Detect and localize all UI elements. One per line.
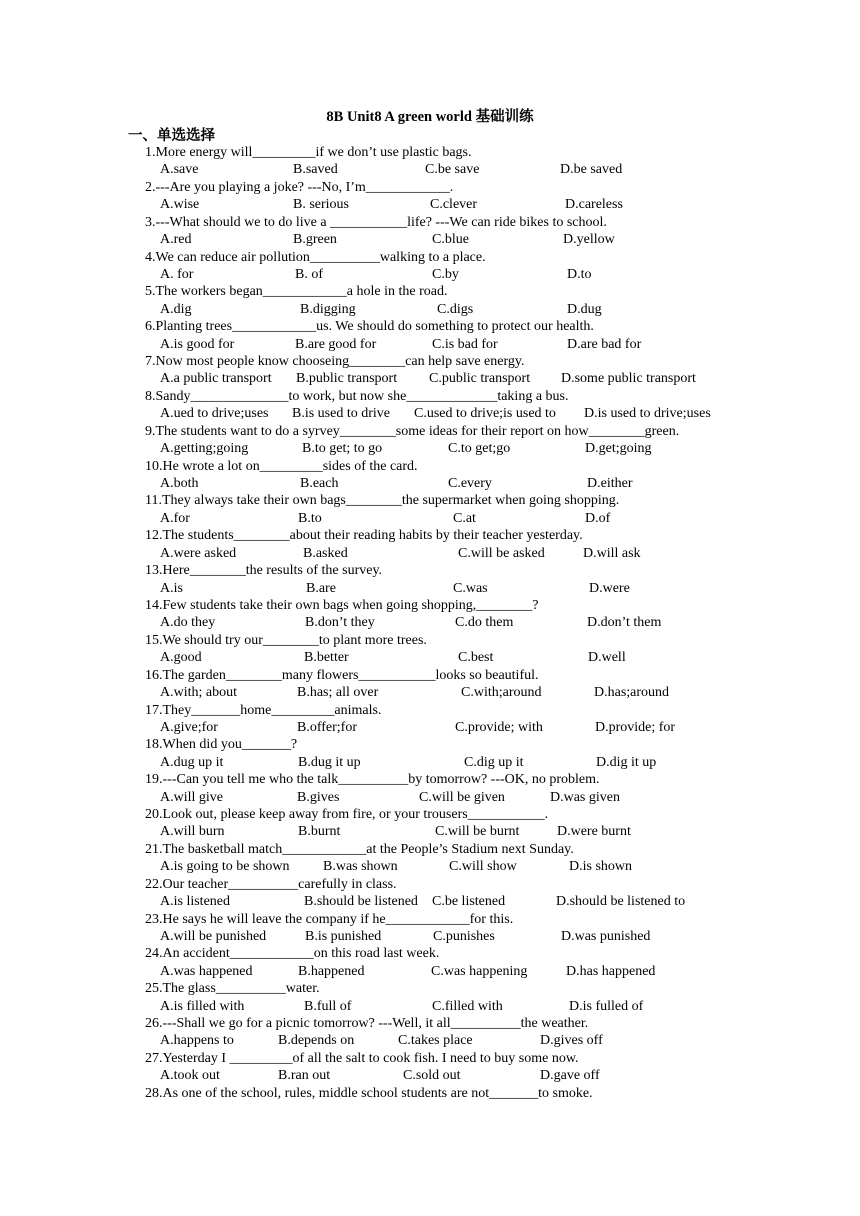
answer-option: C.will show (449, 859, 517, 875)
answer-option: C.public transport (429, 371, 531, 387)
answer-option: C.do them (455, 615, 514, 631)
question-item (0, 911, 860, 946)
answer-option: D.gave off (540, 1068, 600, 1084)
answer-option: D.provide; for (595, 719, 676, 735)
answer-option: A.getting;going (160, 441, 249, 457)
answer-option: B.happened (298, 963, 365, 979)
question-stem: 22.Our teacher__________carefully in class. (145, 876, 397, 892)
answer-option: C.with;around (461, 685, 542, 701)
question-stem: 1.More energy will_________if we don’t use plastic bags. (145, 145, 472, 160)
answer-option: A. for (160, 266, 194, 282)
answer-option: D.was given (550, 789, 620, 805)
question-item (0, 144, 860, 179)
section-heading: 一、单选选择 (128, 128, 215, 144)
answer-option: C.was happening (431, 963, 528, 979)
answer-option: A.were asked (160, 545, 237, 561)
answer-option: A.both (160, 475, 199, 491)
answer-option: B.gives (297, 789, 340, 805)
answer-option: D.was punished (561, 928, 651, 944)
answer-option: C.dig up it (464, 754, 524, 770)
answer-option: B.was shown (323, 859, 398, 875)
answer-option: D.dig it up (596, 754, 657, 770)
answer-option: B.dug it up (298, 754, 361, 770)
answer-option: B.better (304, 650, 349, 666)
question-stem: 11.They always take their own bags________the supermarket when going shopping. (145, 493, 620, 509)
question-item (0, 597, 860, 632)
question-stem: 24.An accident____________on this road last week. (145, 946, 440, 962)
question-item (0, 388, 860, 423)
question-item (0, 353, 860, 388)
question-item (0, 423, 860, 458)
question-stem: 12.The students________about their reading habits by their teacher yesterday. (145, 528, 583, 544)
answer-option: A.save (160, 162, 199, 178)
answer-option: A.is listened (160, 894, 230, 910)
answer-option: D.is shown (569, 859, 633, 875)
answer-option: C.was (453, 580, 488, 596)
question-stem: 28.As one of the school, rules, middle school students are not_______to smoke. (145, 1085, 593, 1101)
answer-option: A.red (160, 232, 192, 248)
answer-option: D.don’t them (587, 615, 662, 631)
answer-option: D.be saved (560, 162, 623, 178)
question-stem: 20.Look out, please keep away from fire, or your trousers___________. (145, 807, 549, 823)
answer-option: B.offer;for (297, 719, 357, 735)
answer-option: C.by (432, 266, 459, 282)
answer-option: C.to get;go (448, 441, 511, 457)
question-item (0, 492, 860, 527)
question-item (0, 179, 860, 214)
question-stem: 10.He wrote a lot on_________sides of the card. (145, 458, 418, 474)
answer-option: B.to (298, 510, 322, 526)
answer-option: B.asked (303, 545, 348, 561)
question-item (0, 527, 860, 562)
answer-option: A.good (160, 650, 202, 666)
answer-option: D.careless (565, 197, 623, 213)
question-item (0, 249, 860, 284)
answer-option: D.is used to drive;uses (584, 406, 711, 422)
question-stem: 26.---Shall we go for a picnic tomorrow? ---Well, it all__________the weather. (145, 1016, 589, 1032)
answer-option: D.to (567, 266, 592, 282)
answer-option: B.depends on (278, 1033, 355, 1049)
question-list (0, 144, 860, 1120)
answer-option: B.is punished (305, 928, 382, 944)
answer-option: B.to get; to go (302, 441, 383, 457)
answer-option: C.will be given (419, 789, 505, 805)
answer-option: C.is bad for (432, 336, 498, 352)
answer-option: A.will be punished (160, 928, 267, 944)
answer-option: B.digging (300, 301, 356, 317)
question-stem: 5.The workers began____________a hole in the road. (145, 284, 448, 300)
answer-option: C.filled with (432, 998, 503, 1014)
answer-option: D.has;around (594, 685, 670, 701)
answer-option: D.some public transport (561, 371, 696, 387)
question-stem: 14.Few students take their own bags when going shopping,________? (145, 597, 539, 613)
answer-option: A.wise (160, 197, 200, 213)
question-item (0, 667, 860, 702)
answer-option: B.full of (304, 998, 352, 1014)
question-item (0, 562, 860, 597)
answer-option: D.get;going (585, 441, 652, 457)
answer-option: D.well (588, 650, 626, 666)
answer-option: A.took out (160, 1068, 220, 1084)
question-stem: 2.---Are you playing a joke? ---No, I’m____________. (145, 179, 454, 195)
answer-option: B. of (295, 266, 323, 282)
question-item (0, 1050, 860, 1085)
answer-option: D.of (585, 510, 611, 526)
answer-option: D.will ask (583, 545, 641, 561)
question-item (0, 283, 860, 318)
question-item (0, 980, 860, 1015)
question-stem: 6.Planting trees____________us. We should do something to protect our health. (145, 319, 594, 335)
answer-option: B.are (306, 580, 336, 596)
question-stem: 17.They_______home_________animals. (145, 702, 382, 718)
answer-option: C.provide; with (455, 719, 543, 735)
question-item (0, 702, 860, 737)
question-item (0, 318, 860, 353)
question-item (0, 632, 860, 667)
question-item (0, 458, 860, 493)
answer-option: D.is fulled of (569, 998, 644, 1014)
worksheet-title: 8B Unit8 A green world 基础训练 (326, 109, 534, 125)
answer-option: B.should be listened (304, 894, 418, 910)
answer-option: C.every (448, 475, 492, 491)
answer-option: D.has happened (566, 963, 656, 979)
answer-option: B.green (293, 232, 337, 248)
answer-option: C.sold out (403, 1068, 461, 1084)
question-stem: 19.---Can you tell me who the talk__________by tomorrow? ---OK, no problem. (145, 772, 600, 788)
question-item (0, 806, 860, 841)
question-stem: 16.The garden________many flowers___________looks so beautiful. (145, 667, 539, 683)
answer-option: D.were (589, 580, 630, 596)
answer-option: A.a public transport (160, 371, 272, 387)
question-item (0, 841, 860, 876)
question-item (0, 736, 860, 771)
answer-option: D.either (587, 475, 633, 491)
answer-option: A.do they (160, 615, 216, 631)
answer-option: B.is used to drive (292, 406, 390, 422)
answer-option: B.has; all over (297, 685, 379, 701)
question-item (0, 1085, 860, 1120)
answer-option: D.were burnt (557, 824, 631, 840)
answer-option: D.should be listened to (556, 894, 686, 910)
answer-option: A.is filled with (160, 998, 245, 1014)
answer-option: A.dig (160, 301, 192, 317)
answer-option: B.public transport (296, 371, 398, 387)
answer-option: C.clever (430, 197, 478, 213)
answer-option: B.burnt (298, 824, 341, 840)
question-stem: 13.Here________the results of the survey. (145, 563, 383, 579)
answer-option: B.don’t they (305, 615, 375, 631)
question-item (0, 876, 860, 911)
answer-option: A.is good for (160, 336, 235, 352)
question-stem: 9.The students want to do a syrvey________some ideas for their report on how________green. (145, 423, 680, 439)
answer-option: C.punishes (433, 928, 495, 944)
question-stem: 7.Now most people know chooseing________can help save energy. (145, 354, 525, 370)
answer-option: B.are good for (295, 336, 377, 352)
question-item (0, 771, 860, 806)
answer-option: C.be listened (432, 894, 506, 910)
answer-option: C.takes place (398, 1033, 473, 1049)
question-item (0, 214, 860, 249)
answer-option: A.dug up it (160, 754, 224, 770)
answer-option: A.with; about (160, 685, 237, 701)
answer-option: C.best (458, 650, 494, 666)
answer-option: A.is going to be shown (160, 859, 290, 875)
answer-option: C.used to drive;is used to (414, 406, 556, 422)
answer-option: C.blue (432, 232, 469, 248)
question-stem: 27.Yesterday I _________of all the salt to cook fish. I need to buy some now. (145, 1050, 579, 1066)
question-stem: 18.When did you_______? (145, 737, 298, 753)
question-item (0, 945, 860, 980)
answer-option: D.yellow (563, 232, 615, 248)
question-stem: 3.---What should we to do live a ___________life? ---We can ride bikes to school. (145, 214, 607, 230)
answer-option: C.will be asked (458, 545, 545, 561)
answer-option: A.happens to (160, 1033, 234, 1049)
question-item (0, 1015, 860, 1050)
answer-option: A.is (160, 580, 183, 596)
answer-option: B. serious (293, 197, 349, 213)
answer-option: D.dug (567, 301, 602, 317)
answer-option: C.be save (425, 162, 480, 178)
answer-option: C.will be burnt (435, 824, 520, 840)
answer-option: A.give;for (160, 719, 218, 735)
answer-option: D.gives off (540, 1033, 603, 1049)
question-stem: 25.The glass__________water. (145, 981, 320, 997)
answer-option: A.for (160, 510, 190, 526)
question-stem: 8.Sandy______________to work, but now she_____________taking a bus. (145, 388, 569, 404)
answer-option: A.will burn (160, 824, 225, 840)
answer-option: A.will give (160, 789, 223, 805)
question-stem: 21.The basketball match____________at the People’s Stadium next Sunday. (145, 841, 574, 857)
answer-option: B.each (300, 475, 339, 491)
answer-option: A.ued to drive;uses (160, 406, 269, 422)
answer-option: B.saved (293, 162, 338, 178)
answer-option: A.was happened (160, 963, 253, 979)
question-stem: 23.He says he will leave the company if he____________for this. (145, 911, 514, 927)
question-stem: 4.We can reduce air pollution__________walking to a place. (145, 249, 486, 265)
answer-option: C.digs (437, 301, 474, 317)
answer-option: C.at (453, 510, 476, 526)
answer-option: D.are bad for (567, 336, 642, 352)
answer-option: B.ran out (278, 1068, 331, 1084)
question-stem: 15.We should try our________to plant more trees. (145, 632, 427, 648)
